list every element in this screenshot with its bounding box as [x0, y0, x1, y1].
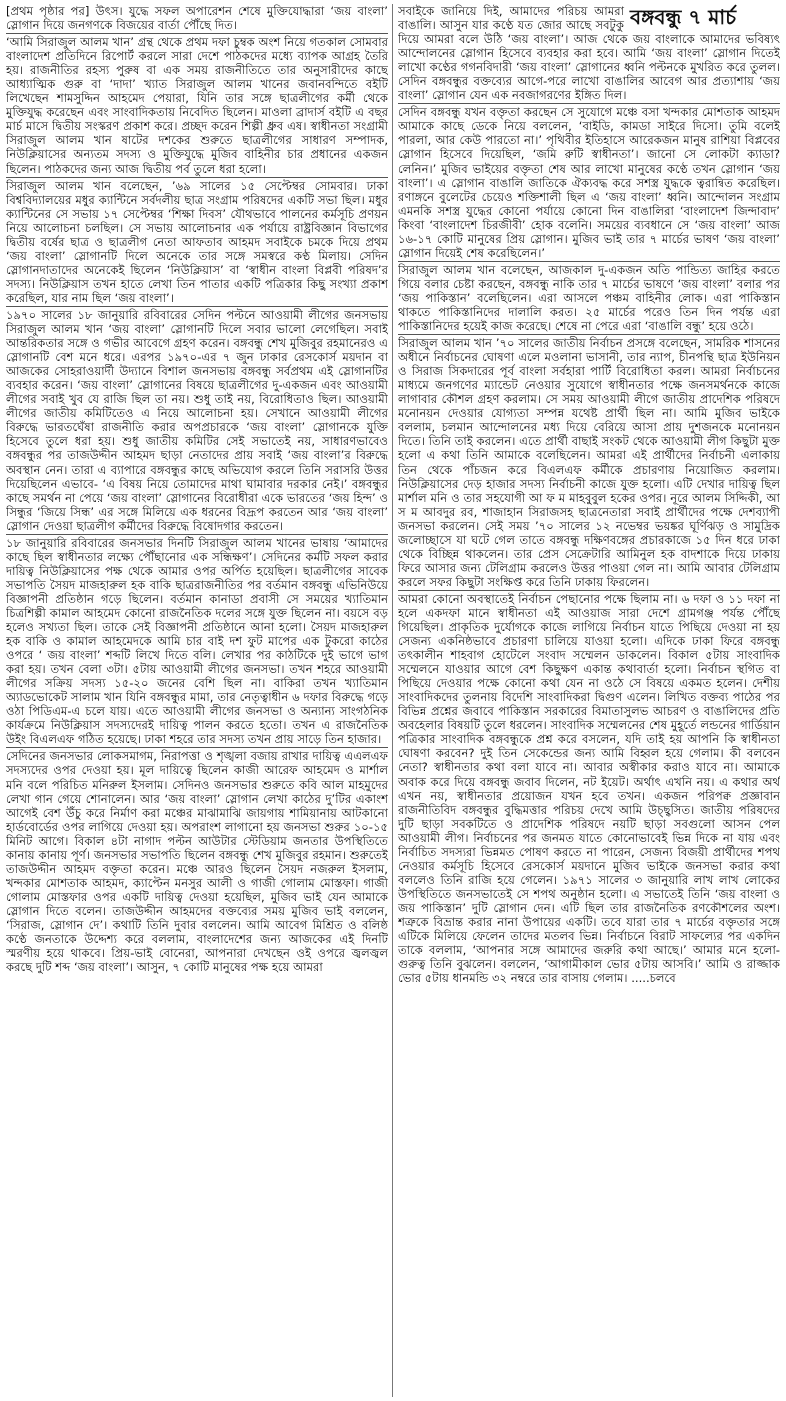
article-paragraph: সিরাজুল আলম খান বলেছেন, আজকাল দু-একজন অতি পান্ডিত্য জাহির করতে গিয়ে বলার চেষ্টা করছেন, বঙ্গবন্ধু নাকি তার ৭ মার্চের ভাষণে ‘জয় বাংলা’ বলার পর ‘জয় পাকিস্তান’ বলেছিলেন। এরা আসলে পঞ্চম বাহিনীর লোক। এরা পাকিস্তান থাকতে পাকিস্তানিদের দালালি করত। ২৫ মার্চের পরেও তিন দিন পর্যন্ত এরা পাকিস্তানিদের হয়েই কাজ করেছে। শেষে না পেরে এরা ‘বাঙালি বন্ধু’ হয়ে ওঠে।	[398, 262, 780, 334]
headline: বঙ্গবন্ধু ৭ মার্চ	[630, 5, 736, 29]
lede-text: উৎস। যুদ্ধে সফল অপারেশন শেষে মুক্তিযোদ্ধারা ‘জয় বাংলা’ স্লোগান দিয়ে জনগণকে বিজয়ের বার্তা পৌঁছে দিত।	[6, 4, 388, 33]
column-divider	[392, 4, 393, 1397]
article-paragraph: সিরাজুল আলম খান ’৭০ সালের জাতীয় নির্বাচন প্রসঙ্গে বলেছেন, সামরিক শাসনের অধীনে নির্বাচনের ঘোষণা এলে মওলানা ভাসানী, তার ন্যাপ, চীনপন্থি ছাত্র ইউনিয়ন ও সিরাজ সিকদারের পূর্ব বাংলা সর্বহারা পার্টি বিরোধিতা করল। আমরা নির্বাচনের মাধ্যমে জনগণের ম্যান্ডেট নেওয়ার সুযোগে স্বাধীনতার পক্ষে জনসমর্থনকে কাজে লাগাবার কৌশল গ্রহণ করলাম। সে সময় আওয়ামী লীগে জাতীয় প্রাদেশিক পরিষদে মনোনয়ন দেওয়ার যোগ্যতা সম্পন্ন যথেষ্ট প্রার্থী ছিল না। আমি মুজিব ভাইকে বললাম, চলমান আন্দোলনের মধ্য দিয়ে বেরিয়ে আসা প্রায় দুশজনকে মনোনয়ন দিতে। তিনি তাই করলেন। এতে প্রার্থী বাছাই সংকট থেকে আওয়ামী লীগ কিছুটা মুক্ত হলো এ কথা তিনি আমাকে বলেছিলেন। আমরা এই প্রার্থীদের নির্বাচনী এলাকায় তিন থেকে পাঁচজন করে বিএলএফ কর্মীকে প্রচারণায় নিয়োজিত করলাম। নিউক্লিয়াসের দেড় হাজার সদস্য নির্বাচনী কাজে যুক্ত হলো। এটি দেখার দায়িত্ব ছিল মার্শাল মনি ও তার সহযোগী আ ফ ম মাহবুবুল হকের ওপর। নূরে আলম সিদ্দিকী, আ স ম আবদুর রব, শাজাহান সিরাজসহ ছাত্রনেতারা সবাই প্রার্থীদের পক্ষে দেশব্যাপী জনসভা করলেন। সেই সময় ’৭০ সালের ১২ নভেম্বর ভয়ঙ্কর ঘূর্ণিঝড় ও সামুদ্রিক জলোচ্ছাসে যা ঘটে গেল তাতে বঙ্গবন্ধু দক্ষিণবঙ্গের প্রচারকাজে ১৫ দিন ধরে ঢাকা থেকে বিচ্ছিন্ন থাকলেন। তার প্রেস সেক্রেটারি আমিনুল হক বাদশাকে দিয়ে ঢাকায় ফিরে আসার জন্য টেলিগ্রাম করলেও উত্তর পাওয়া গেল না। আমি আবার টেলিগ্রাম করলে সফর কিছুটা সংক্ষিপ্ত করে তিনি ঢাকায় ফিরলেন।	[398, 336, 780, 589]
newspaper-page	[6, 4, 780, 1397]
article-paragraph: সেদিনের জনসভার লোকসমাগম, নিরাপত্তা ও শৃঙ্খলা বজায় রাখার দায়িত্ব এএলএফ সদস্যদের ওপর দেওয়া হয়। মূল দায়িত্বে ছিলেন কাজী আরেফ আহমেদ ও মার্শাল মনি বলে পরিচিত মনিরুল ইসলাম। সেদিনও জনসভার শুরুতে কবি আল মাহমুদের লেখা গান গেয়ে শোনালেন। আর ‘জয় বাংলা’ স্লোগান লেখা কাঠের দু’টির একাংশ আগেই বেশ উঁচু করে নির্মাণ করা মঞ্চের মাঝামাঝি জায়গায় শামিয়ানায় আটকানো হার্ডবোর্ডের ওপর লাগিয়ে দেওয়া হয়। অপরাংশ লাগানো হয় জনসভা শুরুর ১০-১৫ মিনিট আগে। বিকাল ৪টা নাগাদ পল্টন আউটার স্টেডিয়াম জনতার উপস্থিতিতে কানায় কানায় পূর্ণ। জনসভার সভাপতি ছিলেন বঙ্গবন্ধু শেখ মুজিবুর রহমান। শুরুতেই তাজউদ্দীন আহমদ বক্তৃতা করেন। মঞ্চে আরও ছিলেন সৈয়দ নজরুল ইসলাম, খন্দকার মোশতাক আহমদ, ক্যাপ্টেন মনসুর আলী ও গাজী গোলাম মোস্তফা। গাজী গোলাম মোস্তফার ওপর একটি দায়িত্ব দেওয়া হয়েছিল, মুজিব ভাই যেন আমাকে স্লোগান দিতে বলেন। তাজউদ্দীন আহমদের বক্তব্যের সময় মুজিব ভাই বললেন, ‘সিরাজ, স্লোগান দে’। কথাটি তিনি দুবার বললেন। আমি আবেগ মিশ্রিত ও বলিষ্ঠ কণ্ঠে জনতাকে উদ্দেশ্য করে বললাম, বাংলাদেশের জন্য আজকের এই দিনটি স্মরণীয় হয়ে থাকবে। প্রিয়-ভাই বোনেরা, আপনারা দেখছেন ওই ওপরে জ্বলজ্বল করছে দুটি শব্দ ‘জয় বাংলা’। আসুন, ৭ কোটি মানুষের পক্ষ হয়ে আমরা	[6, 749, 388, 975]
lede-paragraph	[6, 4, 388, 32]
right-intro-text: সবাইকে জানিয়ে দিই, আমাদের পরিচয় আমরা বাঙালি। আসুন যার কণ্ঠে যত জোর আছে সবটুকু দিয়ে আমরা বলে উঠি ‘জয় বাংলা’। আজ থেকে জয় বাংলাকে আমাদের ভবিষ্যৎ আন্দোলনের স্লোগান হিসেবে ব্যবহার করা হবে। আমি ‘জয় বাংলা’ স্লোগান দিতেই লাখো কণ্ঠের গগনবিদারী ‘জয় বাংলা’ স্লোগানের ধ্বনি পল্টনকে মুখরিত করে তুলল। সেদিন বঙ্গবন্ধুর বক্তব্যের আগে-পরে লাখো বাঙালির আবেগ আর প্রত্যাশায় ‘জয় বাংলা’ স্লোগান যেন এক নবজাগরণের ইঙ্গিত দিল।	[398, 4, 780, 103]
article-paragraph: সেদিন বঙ্গবন্ধু যখন বক্তৃতা করছেন সে সুযোগে মঞ্চে বসা খন্দকার মোশতাক আহমদ আমাকে কাছে ডেকে নিয়ে বললেন, ‘বাইডি, কামডা সাইরে দিসো। তুমি বলেই পারলা, আর কেউ পারতো না।’ পৃথিবীর ইতিহাসে আরেকজন মানুষ রাশিয়া বিপ্লবের স্লোগান হিসেবে দিয়েছিল, ‘জমি রুটি স্বাধীনতা’। জানো সে লোকটা ক্যাডা? লেনিন।’ মুজিব ভাইয়ের বক্তৃতা শেষ আর লাখো মানুষের কণ্ঠে তখন স্লোগান ‘জয় বাংলা’। এ স্লোগান বাঙালি জাতিকে ঐক্যবদ্ধ করে সশস্ত্র যুদ্ধকে ত্বরান্বিত করেছিল। রণাঙ্গনে বুলেটের চেয়েও শক্তিশালী ছিল এ ‘জয় বাংলা’ ধ্বনি। আন্দোলন সংগ্রাম এমনকি সশস্ত্র যুদ্ধের কোনো পর্যায়ে কোনো দিন বাঙালিরা ‘বাংলাদেশ জিন্দাবাদ’ কিংবা ‘বাংলাদেশ চিরজীবী’ হোক বলেনি। সময়ের ব্যবধানে সে ‘জয় বাংলা’ আজ ১৬-১৭ কোটি মানুষের প্রিয় স্লোগান। মুজিব ভাই তার ৭ মার্চের ভাষণ ‘জয় বাংলা’ স্লোগান দিয়েই শেষ করেছিলেন।’	[398, 105, 780, 260]
left-column	[6, 4, 388, 1397]
article-paragraph: ১৯৭০ সালের ১৮ জানুয়ারি রবিবারের সেদিন পল্টনে আওয়ামী লীগের জনসভায় সিরাজুল আলম খান ‘জয় বাংলা’ স্লোগানটি দিলে সবার ভালো লেগেছিল। সবাই আন্তরিকতার সঙ্গে ও গভীর আবেগে গ্রহণ করেন। বঙ্গবন্ধু শেখ মুজিবুর রহমানেরও এ স্লোগানটি বেশ মনে ধরে। এরপর ১৯৭০-এর ৭ জুন ঢাকার রেসকোর্স ময়দান বা আজকের সোহরাওয়ার্দী উদ্যানে বিশাল জনসভায় বঙ্গবন্ধু সর্বপ্রথম এই স্লোগানটির ব্যবহার করেন। ‘জয় বাংলা’ স্লোগানের বিষয়ে ছাত্রলীগের দু-একজন এবং আওয়ামী লীগের সবাই খুব যে রাজি ছিল তা নয়। শুধু তাই নয়, বিরোধিতাও ছিল। আওয়ামী লীগের জাতীয় কমিটিতেও এ নিয়ে আলোচনা হয়। সেখানে আওয়ামী লীগের বিরুদ্ধে ভারতঘেঁষা রাজনীতি করার অপপ্রচারকে ‘জয় বাংলা’ স্লোগানকে যুক্তি হিসেবে তুলে ধরা হয়। শুধু জাতীয় কমিটির সেই সভাতেই নয়, সাধারণভাবেও বঙ্গবন্ধুর পর তাজউদ্দীন আহমদ ছাড়া নেতাদের প্রায় সবাই ‘জয় বাংলা’র বিরুদ্ধে অবস্থান নেন। তারা এ ব্যাপারে বঙ্গবন্ধুর কাছে অভিযোগ করলে তিনি সরাসরি উত্তর দিয়েছিলেন এভাবে- ‘এ বিষয় নিয়ে তোমাদের মাথা ঘামাবার দরকার নেই।’ বঙ্গবন্ধুর কাছে সমর্থন না পেয়ে ‘জয় বাংলা’ স্লোগানের বিরোধীরা একে ভারতের ‘জয় হিন্দ’ ও সিন্ধুর ‘জিয়ে সিন্ধ’ এর সঙ্গে মিলিয়ে এক ধরনের বিদ্রূপ করতেন আর ‘জয় বাংলা’ স্লোগান দেওয়া ছাত্রলীগ কর্মীদের বিরুদ্ধে বিষোদগার করতেন।	[6, 307, 388, 533]
right-column	[398, 4, 780, 1397]
continued-tag: [প্রথম পৃষ্ঠার পর]	[6, 4, 90, 18]
article-paragraph: ১৮ জানুয়ারি রবিবারের জনসভার দিনটি সিরাজুল আলম খানের ভাষায় ‘আমাদের কাছে ছিল স্বাধীনতার লক্ষ্যে পৌঁছানোর এক সন্ধিক্ষণ’। সেদিনের কর্মটি সফল করার দায়িত্ব নিউক্লিয়াসের পক্ষ থেকে আমার ওপর অর্পিত হয়েছিল। ছাত্রলীগের সাবেক সভাপতি সৈয়দ মাজহারুল হক বাকি ছাত্ররাজনীতির পর বর্তমান বঙ্গবন্ধু এভিনিউয়ে বিজ্ঞাপনী প্রতিষ্ঠান গড়ে ছিলেন। বর্তমান কানাডা প্রবাসী সে সময়ের খ্যাতিমান চিত্রশিল্পী কামাল আহমেদ কোনো রাজনৈতিক দলের সঙ্গে যুক্ত ছিলেন না। বয়সে বড় হলেও সখ্যতা ছিল। তাকে সেই বিজ্ঞাপনী প্রতিষ্ঠানে আনা হলো। সৈয়দ মাজহারুল হক বাকি ও কামাল আহমেদকে আমি চার বাই দশ ফুট মাপের এক টুকরো কাঠের ওপরে ‘ জয় বাংলা’ শব্দটি লিখে দিতে বলি। লেখার পর কাঠটিকে দুই ভাগে ভাগ করা হয়। তখন বেলা ৩টা। ৫টায় আওয়ামী লীগের জনসভা। তখন শহরে আওয়ামী লীগের সক্রিয় সদস্য ১৫-২০ জনের বেশি ছিল না। বাকিরা তখন খ্যাতিমান অ্যাডভোকেট সালাম খান যিনি বঙ্গবন্ধুর মামা, তার নেতৃত্বাধীন ৬ দফার বিরুদ্ধে গড়ে ওঠা পিডিএম-এ চলে যায়। এতে আওয়ামী লীগের জনসভা ও অন্যান্য সাংগঠনিক কার্যক্রমে নিউক্লিয়াস সদস্যদেরই দায়িত্ব পালন করতে হতো। তখন এ রাজনৈতিক উইং বিএলএফ গঠিত হয়েছে। ঢাকা শহরে তার সদস্য তখন প্রায় সাড়ে তিন হাজার।	[6, 535, 388, 747]
right-intro-paragraph	[398, 4, 780, 102]
article-paragraph: আমরা কোনো অবস্থাতেই নির্বাচন পেছানোর পক্ষে ছিলাম না। ৬ দফা ও ১১ দফা না হলে একদফা মানে স্বাধীনতা এই আওয়াজ সারা দেশে গ্রামগঞ্জ পর্যন্ত পৌঁছে গিয়েছিল। প্রাকৃতিক দুর্যোগকে কাজে লাগিয়ে নির্বাচন যাতে পিছিয়ে দেওয়া না হয় সেজন্য একনিষ্ঠভাবে প্রচারণা চালিয়ে যাওয়া হলো। এদিকে ঢাকা ফিরে বঙ্গবন্ধু তৎকালীন শাহবাগ হোটেলে সংবাদ সম্মেলন ডাকলেন। বিকাল ৫টায় সাংবাদিক সম্মেলনে যাওয়ার আগে বেশ কিছুক্ষণ একান্ত কথাবার্তা হলো। নির্বাচন স্থগিত বা পিছিয়ে দেওয়ার পক্ষে কোনো কথা যেন না ওঠে সে বিষয়ে একমত হলেন। দেশীয় সাংবাদিকদের তুলনায় বিদেশি সাংবাদিকরা দ্বিগুণ এলেন। লিখিত বক্তব্য পাঠের পর বিভিন্ন প্রশ্নের জবাবে পাকিস্তান সরকারের বিমাতাসুলভ আচরণ ও বাঙালিদের প্রতি অবহেলার বিষয়টি তুলে ধরলেন। সাংবাদিক সম্মেলনের শেষ মুহূর্তে লন্ডনের গার্ডিয়ান পত্রিকার সাংবাদিক বঙ্গবন্ধুকে প্রশ্ন করে বসলেন, যদি তাই হয় আপনি কি স্বাধীনতা ঘোষণা করবেন? দুই তিন সেকেন্ডের জন্য আমি বিহ্বল হয়ে গেলাম। কী বলবেন নেতা? স্বাধীনতার কথা বলা যাবে না। আবার অস্বীকার করাও যাবে না। আমাকে অবাক করে দিয়ে বঙ্গবন্ধু জবাব দিলেন, নট ইয়েট। অর্থাৎ এখনি নয়। এ কথার অর্থ এখন নয়, স্বাধীনতার প্রয়োজন যখন হবে তখন। একজন পরিপক্ব প্রজ্ঞাবান রাজনীতিবিদ বঙ্গবন্ধুর বুদ্ধিমত্তার পরিচয় দেখে আমি উচ্ছ্বসিত। জাতীয় পরিষদের দুটি ছাড়া সবকটিতে ও প্রাদেশিক পরিষদে নয়টি ছাড়া সবগুলো আসন পেল আওয়ামী লীগ। নির্বাচনের পর জনমত যাতে কোনোভাবেই ভিন্ন দিকে না যায় এবং নির্বাচিত সদস্যরা ভিন্নমত পোষণ করতে না পারেন, সেজন্য বিজয়ী প্রার্থীদের শপথ নেওয়ার কর্মসূচি হিসেবে রেসকোর্স ময়দানে মুজিব ভাইকে জনসভা করার কথা বললেও তিনি রাজি হয়ে গেলেন। ১৯৭১ সালের ৩ জানুয়ারি লাখ লাখ লোকের উপস্থিতিতে জনসভাতেই সে শপথ অনুষ্ঠান হলো। এ সভাতেই তিনি ‘জয় বাংলা ও জয় পাকিস্তান’ দুটি স্লোগান দেন। এটি ছিল তার রাজনৈতিক রণকৌশলের অংশ। শত্রুকে বিভ্রান্ত করার নানা উপায়ের একটি। তবে যারা তার ৭ মার্চের বক্তৃতার সঙ্গে এটিকে মিলিয়ে ফেলেন তাদের মতলব ভিন্ন। নির্বাচনে বিরাট সাফল্যের পর একদিন তাকে বললাম, ‘আপনার সঙ্গে আমাদের জরুরি কথা আছে।’ আমার মনে হলো-গুরুত্ব তিনি বুঝলেন। বললেন, ‘আগামীকাল ভোর ৫টায় আসবি।’ আমি ও রাজ্জাক ভোর ৫টায় ধানমন্ডি ৩২ নম্বরে তার বাসায় গেলাম। .....চলবে	[398, 591, 780, 986]
article-paragraph: ‘আমি সিরাজুল আলম খান’ গ্রন্থ থেকে প্রথম দফা চুম্বক অংশ নিয়ে গতকাল সোমবার বাংলাদেশ প্রতিদিনে রিপোর্ট করলে সারা দেশে পাঠকদের মধ্যে ব্যাপক আগ্রহ তৈরি হয়। রাজনীতির রহস্য পুরুষ বা এক সময় রাজনীতিতে তার অনুসারীদের কাছে আধ্যাত্মিক গুরু বা ‘দাদা’ খ্যাত সিরাজুল আলম খানের জবানবন্দিতে বইটি লিখেছেন শামসুদ্দিন আহমেদ পেয়ারা, যিনি তার সঙ্গে ছাত্রলীগের কর্মী থেকে মুক্তিযুদ্ধ করেছেন এবং সাংবাদিকতায় নিবেদিত ছিলেন। মাওলা ব্রাদার্স বইটি এ বছর মার্চ মাসে দ্বিতীয় সংস্করণ প্রকাশ করে। প্রচ্ছদ করেন শিল্পী ধ্রুব এষ। স্বাধীনতা সংগ্রামী সিরাজুল আলম খান ষাটের দশকের শুরুতে ছাত্রলীগের সাধারণ সম্পাদক, নিউক্লিয়াসের অন্যতম সদস্য ও মুক্তিযুদ্ধে মুজিব বাহিনীর চার প্রধানের একজন ছিলেন। পাঠকদের জন্য আজ দ্বিতীয় পর্ব তুলে ধরা হলো।	[6, 35, 388, 176]
article-paragraph: সিরাজুল আলম খান বলেছেন, ’৬৯ সালের ১৫ সেপ্টেম্বর সোমবার। ঢাকা বিশ্ববিদ্যালয়ের মধুর ক্যান্টিনে সর্বদলীয় ছাত্র সংগ্রাম পরিষদের একটি সভা ছিল। মধুর ক্যান্টিনের সে সভায় ১৭ সেপ্টেম্বর ‘শিক্ষা দিবস’ যৌথভাবে পালনের কর্মসূচি প্রণয়ন নিয়ে আলোচনা চলছিল। সে সভায় আলোচনার এক পর্যায়ে রাষ্ট্রবিজ্ঞান বিভাগের দ্বিতীয় বর্ষের ছাত্র ও ছাত্রলীগ নেতা আফতাব আহমদ সবাইকে চমকে দিয়ে প্রথম ‘জয় বাংলা’ স্লোগানটি দিলে অনেকে তার সঙ্গে সমস্বরে কণ্ঠ মিলায়। সেদিন স্লোগানদাতাদের অনেকেই ছিলেন ‘নিউক্লিয়াস’ বা ‘স্বাধীন বাংলা বিপ্লবী পরিষদ’র সদস্য। নিউক্লিয়াস তখন হাতে লেখা তিন পাতার একটি পত্রিকার কিছু সংখ্যা প্রকাশ করেছিল, যার নাম ছিল ‘জয় বাংলা’।	[6, 178, 388, 305]
